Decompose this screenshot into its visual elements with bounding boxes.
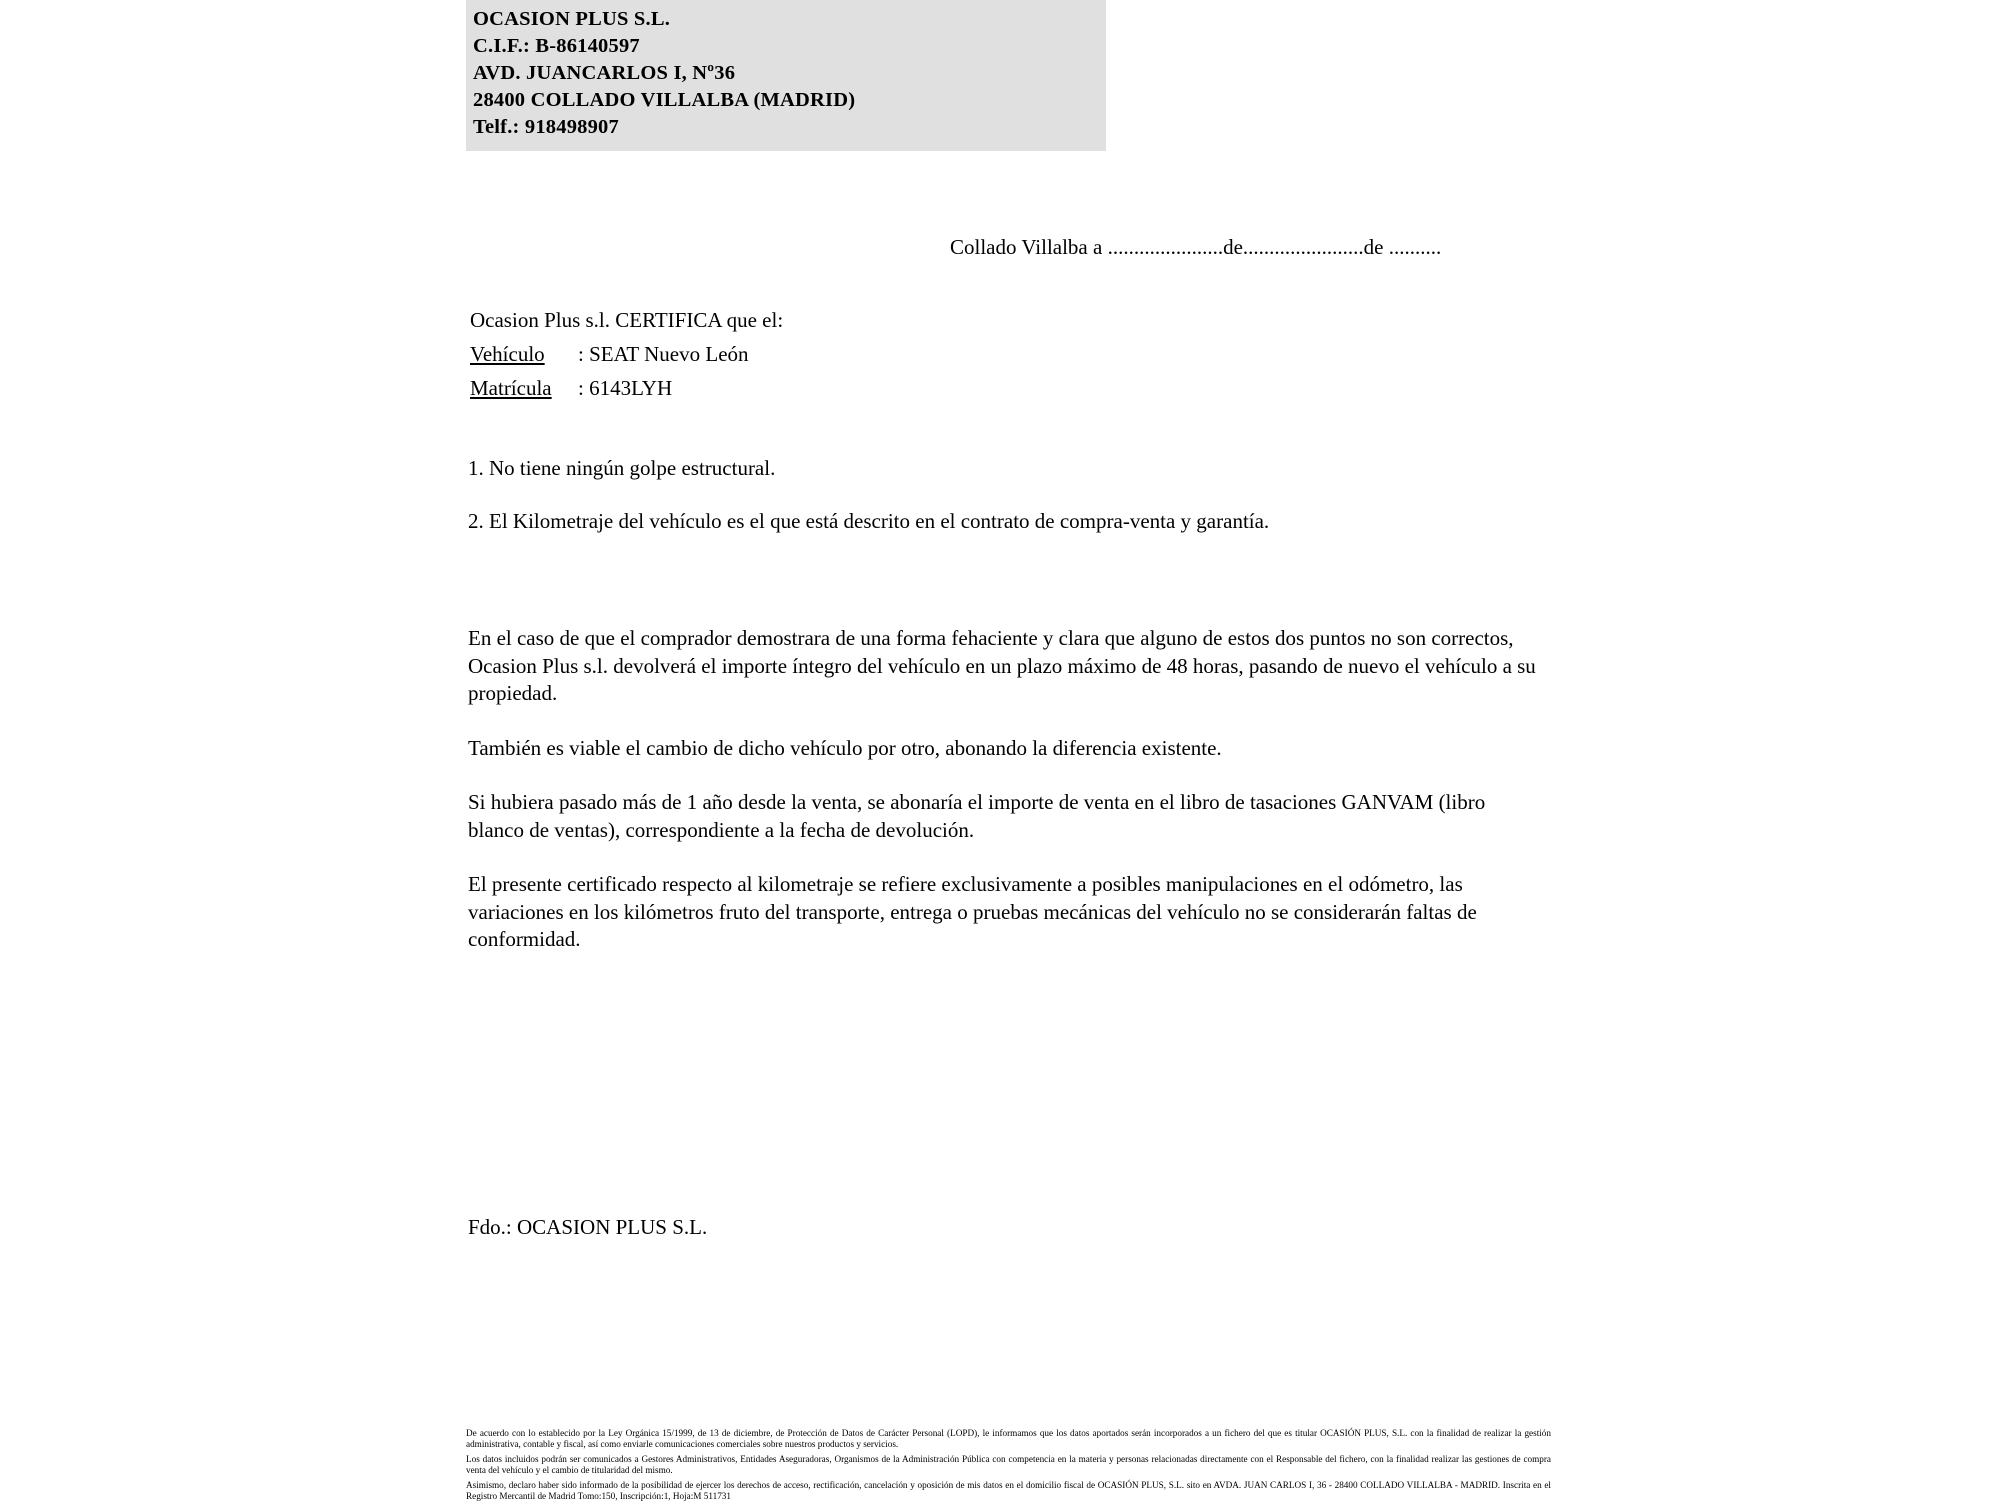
body-text	[468, 625, 1538, 954]
point-1: 1. No tiene ningún golpe estructural.	[468, 456, 776, 480]
legal-paragraph-2: Los datos incluidos podrán ser comunicados a Gestores Administrativos, Entidades Aseguradoras, Organismos de la Administración Pública con competencia en la materia y personas relacionadas directamente con el Responsable del fichero, con la finalidad realizar las gestiones de compra venta del vehículo y el cambio de titularidad del mismo.	[466, 1454, 1551, 1476]
legal-paragraph-1: De acuerdo con lo establecido por la Ley Orgánica 15/1999, de 13 de diciembre, de Protección de Datos de Carácter Personal (LOPD), le informamos que los datos aportados serán incorporados a un fichero del que es titular OCASIÓN PLUS, S.L. con la finalidad de realizar la gestión administrativa, contable y fiscal, así como enviarle comunicaciones comerciales sobre nuestros productos y servicios.	[466, 1428, 1551, 1450]
company-city: 28400 COLLADO VILLALBA (MADRID)	[473, 89, 856, 111]
vehicle-label: Vehículo	[470, 342, 545, 366]
certification-intro: Ocasion Plus s.l. CERTIFICA que el:	[470, 308, 784, 332]
point-2: 2. El Kilometraje del vehículo es el que está descrito en el contrato de compra-venta y garantía.	[468, 509, 1270, 533]
legal-paragraph-3: Asimismo, declaro haber sido informado de la posibilidad de ejercer los derechos de acceso, rectificación, cancelación y oposición de mis datos en el domicilio fiscal de OCASIÓN PLUS, S.L. sito en AVDA. JUAN CARLOS I, 36 - 28400 COLLADO VILLALBA - MADRID. Inscrita en el Registro Mercantil de Madrid Tomo:150, Inscripción:1, Hoja:M 511731	[466, 1480, 1551, 1502]
vehicle-row	[470, 337, 783, 371]
body-paragraph-2: También es viable el cambio de dicho vehículo por otro, abonando la diferencia existente.	[468, 735, 1222, 760]
vehicle-value: : SEAT Nuevo León	[578, 342, 749, 366]
certified-points	[468, 455, 1269, 561]
body-paragraph-3: Si hubiera pasado más de 1 año desde la venta, se abonaría el importe de venta en el libro de tasaciones GANVAM (libro blanco de ventas), correspondiente a la fecha de devolución.	[468, 790, 1486, 842]
certification-block	[470, 303, 783, 405]
plate-row	[470, 371, 783, 405]
dateline: Collado Villalba a ......................de.......................de ..........	[950, 235, 1442, 259]
plate-label: Matrícula	[470, 376, 552, 400]
body-paragraph-1: En el caso de que el comprador demostrara de una forma fehaciente y clara que alguno de estos dos puntos no son correctos, Ocasion Plus s.l. devolverá el importe íntegro del vehículo en un plazo máximo de 48 horas, pasando de nuevo el vehículo a su propiedad.	[468, 626, 1536, 705]
letterhead-block	[466, 0, 1106, 151]
plate-value: : 6143LYH	[578, 376, 673, 400]
company-cif: C.I.F.: B-86140597	[473, 35, 640, 57]
company-address: AVD. JUANCARLOS I, Nº36	[473, 62, 736, 84]
signature-line: Fdo.: OCASION PLUS S.L.	[468, 1215, 708, 1239]
legal-footer	[466, 1428, 1551, 1503]
company-phone: Telf.: 918498907	[473, 116, 619, 138]
company-name: OCASION PLUS S.L.	[473, 8, 671, 30]
body-paragraph-4: El presente certificado respecto al kilometraje se refiere exclusivamente a posibles manipulaciones en el odómetro, las variaciones en los kilómetros fruto del transporte, entrega o pruebas mecánicas del vehículo no se considerarán faltas de conformidad.	[468, 872, 1477, 951]
